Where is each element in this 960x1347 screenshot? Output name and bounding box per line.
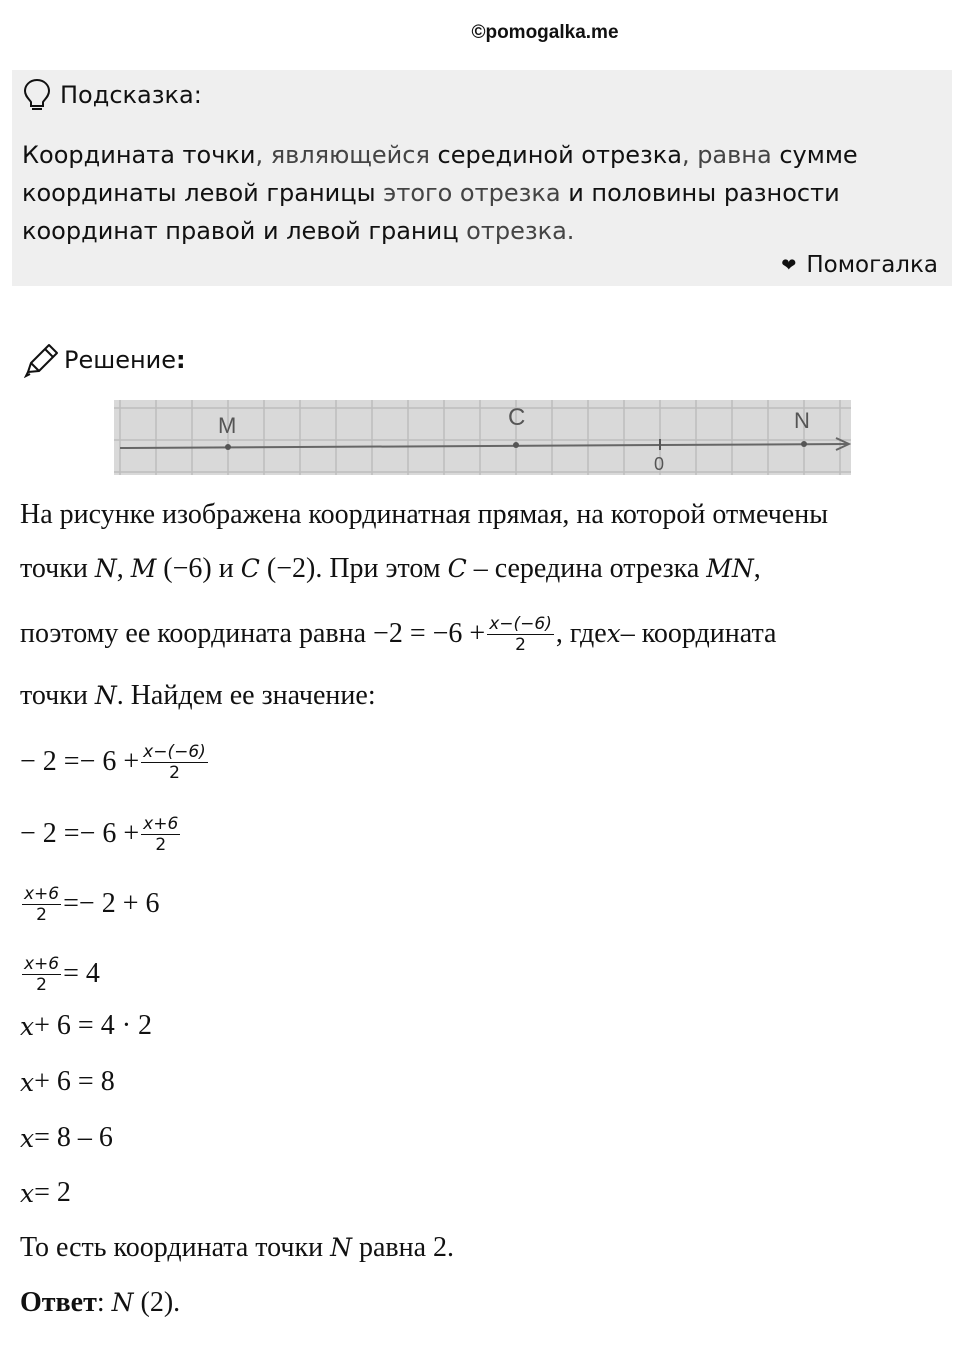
text: (−6) и (156, 553, 241, 584)
denominator: 2 (515, 634, 526, 655)
equation-8 (20, 1177, 71, 1209)
hint-part: , являющейся (255, 141, 438, 169)
text: равна 2. (351, 1232, 455, 1263)
text-line-4 (20, 681, 945, 711)
text: + 6 = 8 (34, 1066, 115, 1097)
equation-3 (20, 874, 160, 934)
equation-6 (20, 1066, 115, 1098)
solution-title-text: Решение (64, 346, 177, 374)
equation-5 (20, 1010, 152, 1042)
hint-part: этого отрезка (375, 179, 569, 207)
text: = 8 – 6 (34, 1122, 113, 1153)
text: = 2 (34, 1177, 71, 1208)
label-zero: 0 (654, 454, 665, 474)
text: точки (20, 553, 95, 584)
hint-title-text: Подсказка: (60, 81, 202, 109)
hint-part: сумме координаты левой границы (22, 141, 858, 207)
math-var: M (130, 554, 157, 583)
math-var: x (20, 1067, 35, 1097)
fraction (141, 814, 180, 855)
text: поэтому ее координата равна −2 = −6 + (20, 618, 486, 649)
math-var: C (240, 554, 260, 583)
denominator: 2 (36, 904, 47, 925)
math-var: C (447, 554, 467, 583)
math-var: MN (706, 554, 754, 583)
hint-part: отрезка. (458, 217, 575, 245)
hint-signature (781, 252, 938, 278)
text-line-3 (20, 604, 945, 664)
equation-7 (20, 1122, 113, 1154)
text: = 4 (63, 958, 100, 989)
solution-title (22, 342, 186, 378)
math-var: N (94, 681, 117, 710)
signature-text: Помогалка (806, 252, 938, 278)
text: . Найдем ее значение: (116, 680, 376, 711)
math-var: N (330, 1233, 352, 1262)
watermark: ©pomogalka.me (471, 22, 619, 43)
label-n: N (794, 408, 810, 433)
math-var: N (111, 1288, 134, 1317)
fraction (22, 954, 61, 995)
number-line-figure (114, 400, 851, 475)
numerator: x+6 (24, 883, 60, 904)
text-line-1: На рисунке изображена координатная прямая, на которой отмечены (20, 499, 829, 530)
numerator: x+6 (143, 813, 179, 834)
conclusion (20, 1233, 945, 1263)
text: + 6 = 4 · 2 (34, 1010, 153, 1041)
hint-part: Координата точки (22, 141, 256, 169)
math-var: x (20, 1011, 35, 1041)
text: , (753, 553, 761, 584)
hint-part: серединой отрезка (437, 141, 682, 169)
text: точки (20, 680, 95, 711)
denominator: 2 (155, 834, 167, 855)
numerator: x+6 (24, 953, 60, 974)
answer (20, 1288, 945, 1318)
solution-title-colon: : (176, 346, 186, 374)
hint-part: , равна (681, 141, 780, 169)
fraction (141, 742, 208, 783)
point-c (513, 442, 519, 448)
label-c: C (508, 404, 526, 431)
equation-1 (20, 732, 210, 792)
denominator: 2 (169, 762, 180, 783)
text: − 2 =− 6 + (20, 746, 140, 777)
text: =− 2 + 6 (63, 888, 160, 919)
text: , (116, 553, 131, 584)
fraction (22, 884, 61, 925)
math-var: x (606, 619, 621, 648)
pencil-icon (22, 342, 60, 378)
text: , где (555, 618, 607, 649)
numerator: x−(−6) (143, 741, 206, 762)
hint-part: и половины разности координат правой и левой границ (22, 179, 840, 245)
math-var: x (20, 1123, 35, 1153)
hint-title (22, 78, 202, 112)
hint-text (22, 136, 937, 250)
numerator: x−(−6) (489, 613, 552, 634)
text-line-2 (20, 554, 945, 584)
text: – координата (620, 618, 777, 649)
text: То есть координата точки (20, 1232, 331, 1263)
number-line-svg (114, 400, 851, 475)
text: (−2). При этом (259, 553, 448, 584)
text: : (96, 1287, 112, 1318)
fraction (487, 614, 554, 655)
label-m: M (218, 413, 237, 438)
point-n (801, 441, 807, 447)
point-m (225, 444, 231, 450)
text: – середина отрезка (466, 553, 707, 584)
text: − 2 =− 6 + (20, 818, 140, 849)
denominator: 2 (36, 974, 47, 995)
equation-2 (20, 804, 182, 864)
math-var: x (20, 1178, 35, 1208)
equation-4 (20, 944, 100, 1004)
answer-value: (2). (133, 1287, 181, 1318)
math-var: N (94, 554, 117, 583)
lightbulb-icon (22, 78, 52, 112)
answer-label: Ответ (20, 1287, 97, 1318)
heart-icon: ❤ (781, 254, 797, 276)
